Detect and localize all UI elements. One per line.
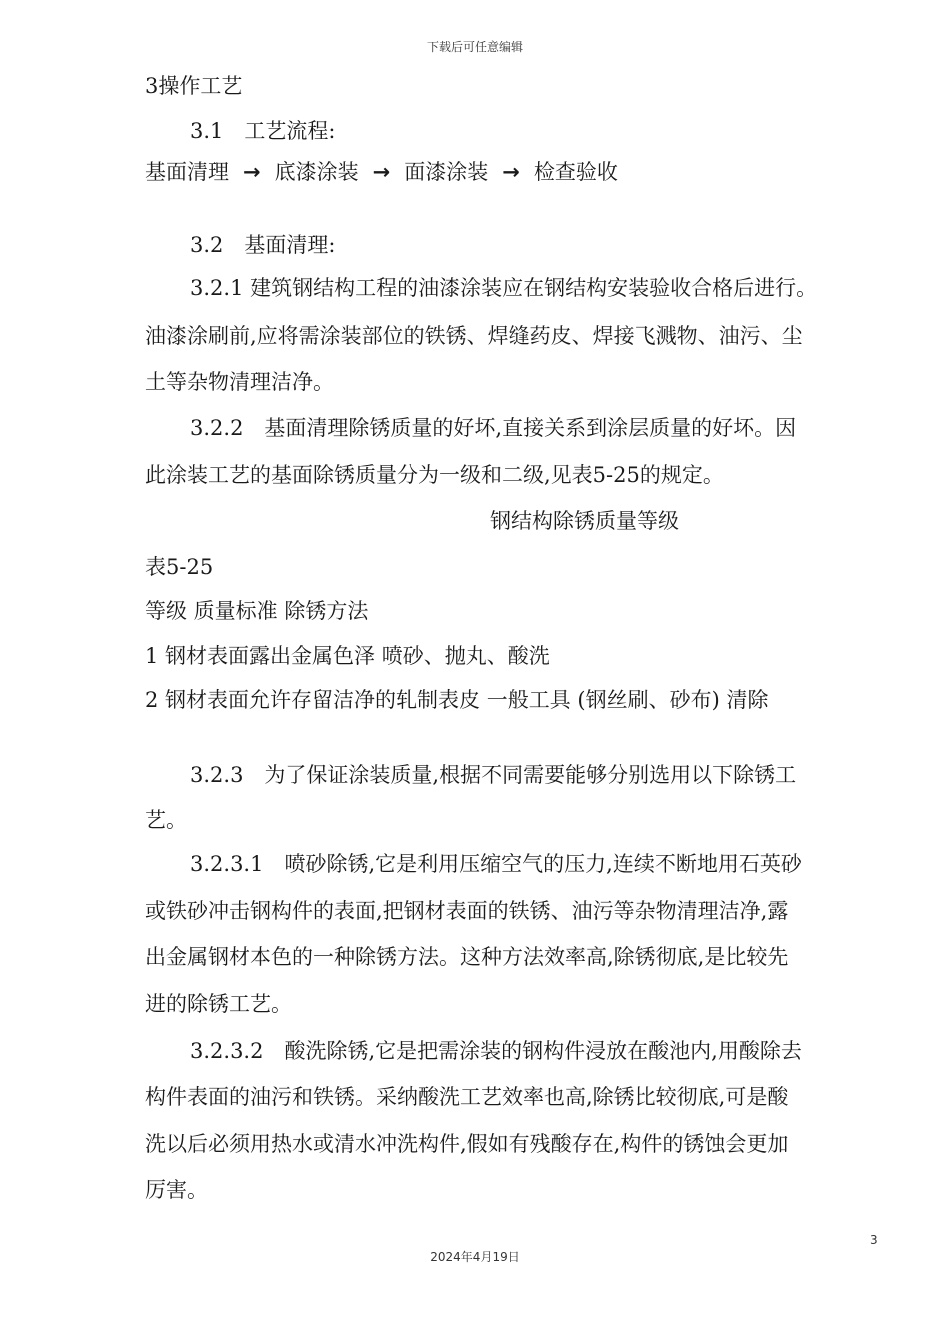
paragraph-line: 土等杂物清理洁净。	[145, 370, 334, 394]
table-row: 2 钢材表面允许存留洁净的轧制表皮 一般工具 (钢丝刷、砂布) 清除	[145, 688, 769, 712]
paragraph-line: 构件表面的油污和铁锈。采纳酸洗工艺效率也高,除锈比较彻底,可是酸	[145, 1085, 789, 1109]
table-header-row: 等级 质量标准 除锈方法	[145, 599, 369, 623]
paragraph-line: 出金属钢材本色的一种除锈方法。这种方法效率高,除锈彻底,是比较先	[145, 945, 789, 969]
page-header: 下载后可任意编辑	[426, 40, 523, 54]
footer-date: 2024年4月19日	[430, 1250, 520, 1264]
paragraph-line: 进的除锈工艺。	[145, 992, 292, 1016]
table-caption: 钢结构除锈质量等级	[490, 509, 679, 533]
paragraph-line: 3.2.3 为了保证涂装质量,根据不同需要能够分别选用以下除锈工	[190, 763, 797, 787]
flow-step: 底漆涂装	[274, 160, 359, 184]
paragraph-line: 洗以后必须用热水或清水冲洗构件,假如有残酸存在,构件的锈蚀会更加	[145, 1132, 789, 1156]
arrow-right-icon: →	[372, 160, 391, 184]
page-number: 3	[870, 1233, 878, 1247]
paragraph-line: 3.2.3.1 喷砂除锈,它是利用压缩空气的压力,连续不断地用石英砂	[190, 852, 802, 876]
flow-step: 检查验收	[533, 160, 618, 184]
paragraph-line: 或铁砂冲击钢构件的表面,把钢材表面的铁锈、油污等杂物清理洁净,露	[145, 899, 789, 923]
paragraph-line: 艺。	[145, 808, 187, 832]
paragraph-line: 3.2.3.2 酸洗除锈,它是把需涂装的钢构件浸放在酸池内,用酸除去	[190, 1039, 802, 1063]
arrow-right-icon: →	[243, 160, 261, 184]
table-row: 1 钢材表面露出金属色泽 喷砂、抛丸、酸洗	[145, 644, 550, 668]
process-flow	[145, 156, 618, 186]
arrow-right-icon: →	[502, 160, 520, 184]
paragraph-line: 厉害。	[145, 1178, 208, 1202]
table-label: 表5-25	[145, 555, 214, 579]
paragraph-line: 此涂装工艺的基面除锈质量分为一级和二级,见表5-25的规定。	[145, 463, 724, 487]
paragraph-line: 3.2.2 基面清理除锈质量的好坏,直接关系到涂层质量的好坏。因	[190, 416, 797, 440]
flow-step: 面漆涂装	[404, 160, 489, 184]
flow-step: 基面清理	[145, 160, 229, 184]
subsection-3-2-title: 3.2 基面清理:	[190, 233, 336, 257]
paragraph-line: 油漆涂刷前,应将需涂装部位的铁锈、焊缝药皮、焊接飞溅物、油污、尘	[145, 324, 803, 348]
paragraph-line: 3.2.1 建筑钢结构工程的油漆涂装应在钢结构安装验收合格后进行。	[190, 276, 818, 300]
section-title: 3操作工艺	[145, 74, 243, 98]
subsection-3-1-title: 3.1 工艺流程:	[190, 119, 336, 143]
